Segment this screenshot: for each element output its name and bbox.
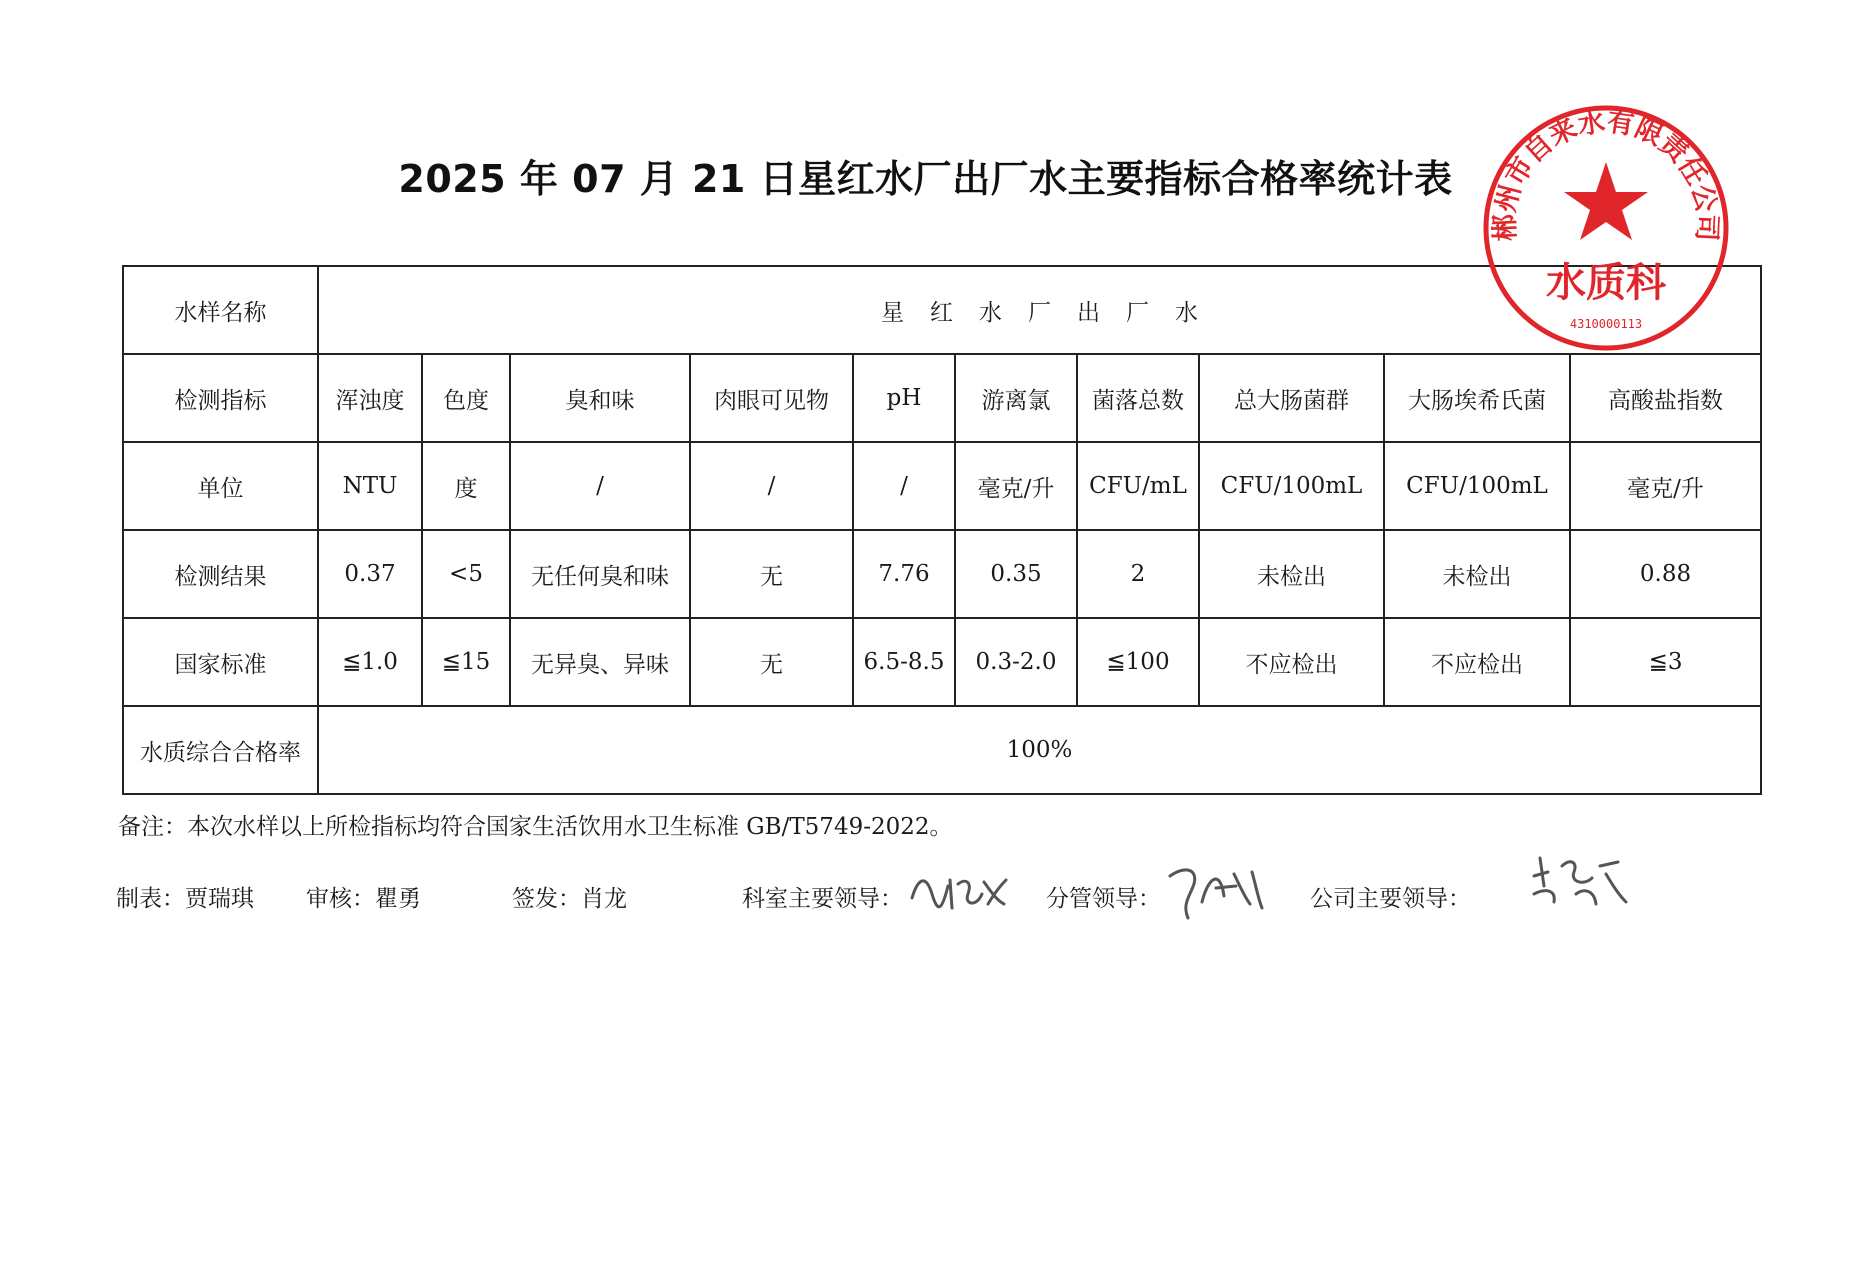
table-cell: 无异臭、异味 xyxy=(510,618,690,706)
table-cell: 未检出 xyxy=(1384,530,1570,618)
table-row-indicator xyxy=(123,354,1761,442)
division-leader-label: 分管领导： xyxy=(1046,886,1161,912)
reviewed-by: 审核：瞿勇 xyxy=(306,886,421,912)
signature-row xyxy=(0,880,1851,950)
table-cell: <5 xyxy=(422,530,510,618)
seal-arc-text: 郴州市自来水有限责任公司 xyxy=(1489,106,1723,242)
table-cell: 无 xyxy=(690,530,853,618)
page-title: 2025 年 07 月 21 日星红水厂出厂水主要指标合格率统计表 xyxy=(398,157,1453,201)
handwritten-signature xyxy=(1526,850,1632,920)
row-label-unit: 单位 xyxy=(123,442,318,530)
row-label-indicator: 检测指标 xyxy=(123,354,318,442)
table-cell: 0.37 xyxy=(318,530,422,618)
table-cell: 不应检出 xyxy=(1384,618,1570,706)
star-icon xyxy=(1564,162,1648,240)
table-cell: CFU/100mL xyxy=(1199,442,1384,530)
table-row-standard xyxy=(123,618,1761,706)
table-cell: 0.3-2.0 xyxy=(955,618,1077,706)
table-cell: 菌落总数 xyxy=(1077,354,1199,442)
table-cell: 色度 xyxy=(422,354,510,442)
table-cell: / xyxy=(853,442,955,530)
table-cell: 0.35 xyxy=(955,530,1077,618)
table-cell: ≦3 xyxy=(1570,618,1761,706)
table-cell: / xyxy=(510,442,690,530)
table-cell: 未检出 xyxy=(1199,530,1384,618)
seal-serial: 4310000113 xyxy=(1569,317,1643,331)
table-cell: 肉眼可见物 xyxy=(690,354,853,442)
table-cell: 不应检出 xyxy=(1199,618,1384,706)
table-cell: 无任何臭和味 xyxy=(510,530,690,618)
table-cell: ≦1.0 xyxy=(318,618,422,706)
issued-by: 签发：肖龙 xyxy=(512,886,627,912)
table-cell: CFU/mL xyxy=(1077,442,1199,530)
row-label-standard: 国家标准 xyxy=(123,618,318,706)
prepared-by: 制表：贾瑞琪 xyxy=(116,886,254,912)
official-seal xyxy=(1478,100,1734,356)
handwritten-signature xyxy=(906,864,1010,920)
table-row-pass-rate xyxy=(123,706,1761,794)
notes: 备注：本次水样以上所检指标均符合国家生活饮用水卫生标准 GB/T5749-2022。 xyxy=(118,814,953,840)
table-cell: 大肠埃希氏菌 xyxy=(1384,354,1570,442)
sample-name-value: 星红水厂出厂水 xyxy=(318,266,1761,354)
table-cell: 毫克/升 xyxy=(1570,442,1761,530)
dept-leader-label: 科室主要领导： xyxy=(742,886,903,912)
table-cell: 毫克/升 xyxy=(955,442,1077,530)
table-cell: 6.5-8.5 xyxy=(853,618,955,706)
company-leader-label: 公司主要领导： xyxy=(1310,886,1471,912)
table-cell: 0.88 xyxy=(1570,530,1761,618)
table-cell: 臭和味 xyxy=(510,354,690,442)
pass-rate-value: 100% xyxy=(318,706,1761,794)
table-row-unit xyxy=(123,442,1761,530)
table-cell: 无 xyxy=(690,618,853,706)
row-label-sample-name: 水样名称 xyxy=(123,266,318,354)
table-cell: 2 xyxy=(1077,530,1199,618)
table-cell: pH xyxy=(853,354,955,442)
table-cell: ≦15 xyxy=(422,618,510,706)
table-cell: 游离氯 xyxy=(955,354,1077,442)
table-cell: 度 xyxy=(422,442,510,530)
handwritten-signature xyxy=(1164,856,1274,930)
table-cell: 浑浊度 xyxy=(318,354,422,442)
table-cell: ≦100 xyxy=(1077,618,1199,706)
table-row-result xyxy=(123,530,1761,618)
table-cell: / xyxy=(690,442,853,530)
row-label-result: 检测结果 xyxy=(123,530,318,618)
table-cell: 总大肠菌群 xyxy=(1199,354,1384,442)
table-cell: 7.76 xyxy=(853,530,955,618)
table-cell: 高酸盐指数 xyxy=(1570,354,1761,442)
row-label-pass-rate: 水质综合合格率 xyxy=(123,706,318,794)
table-cell: NTU xyxy=(318,442,422,530)
seal-center-text: 水质科 xyxy=(1546,260,1666,306)
table-cell: CFU/100mL xyxy=(1384,442,1570,530)
